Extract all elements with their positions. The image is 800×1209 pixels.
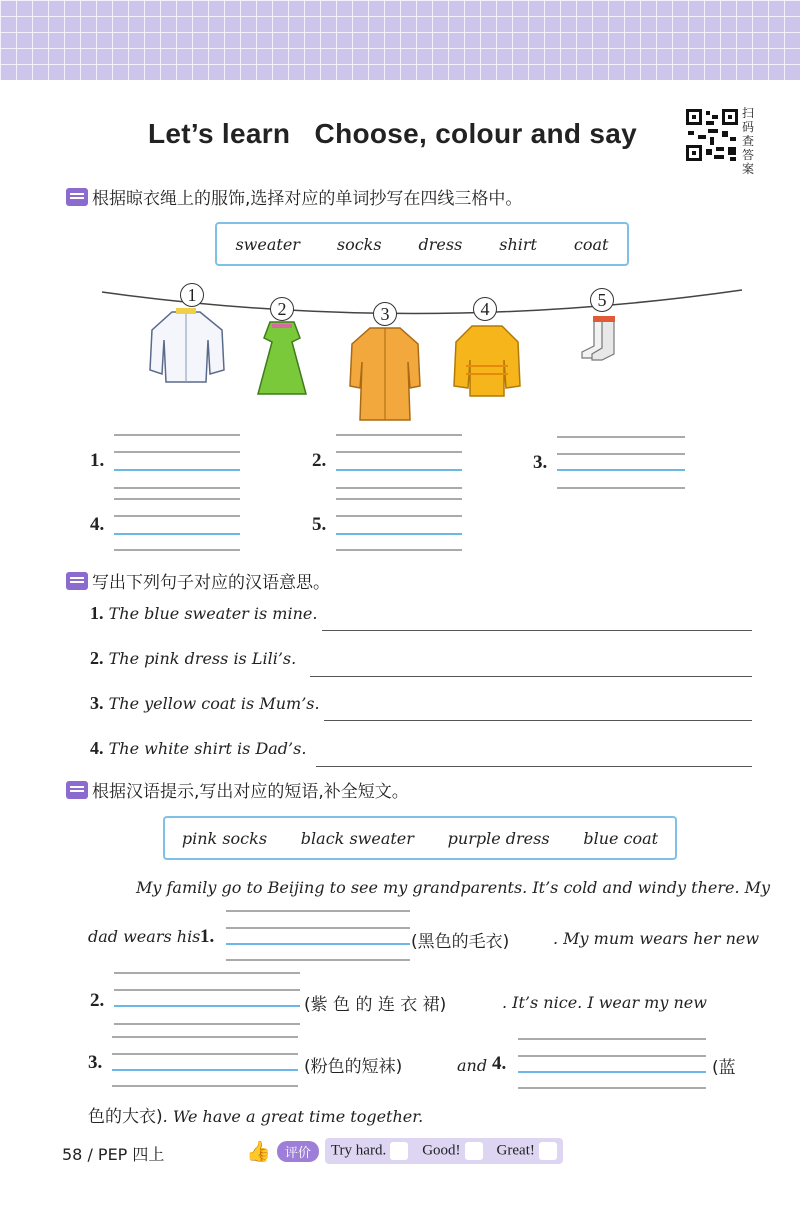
- chinese-hint: (蓝: [712, 1058, 736, 1078]
- picture-number: 4: [473, 297, 497, 321]
- four-line-grid[interactable]: [114, 498, 240, 554]
- page-number: 58 / PEP 四上: [62, 1145, 165, 1164]
- answer-label: 4.: [90, 514, 105, 535]
- sentence-item: 2. The pink dress is Lili’s.: [90, 648, 297, 668]
- phrase-option: black sweater: [300, 828, 414, 848]
- passage-text: dad wears his: [88, 927, 201, 946]
- blank-3-grid[interactable]: [112, 1036, 298, 1090]
- chinese-hint: (粉色的短袜): [304, 1057, 403, 1077]
- four-line-grid[interactable]: [557, 436, 685, 500]
- checkbox[interactable]: [465, 1142, 483, 1160]
- sentence-item: 1. The blue sweater is mine.: [90, 603, 318, 623]
- phrase-option: blue coat: [583, 828, 659, 848]
- answer-label: 2.: [312, 450, 327, 471]
- section-three-icon: [66, 781, 88, 799]
- phrase-option: purple dress: [447, 828, 550, 848]
- passage-text: . It’s nice. I wear my new: [502, 993, 707, 1012]
- checkbox[interactable]: [539, 1142, 557, 1160]
- answer-label: 3.: [533, 452, 548, 473]
- chinese-hint: (黑色的毛衣): [411, 932, 510, 952]
- four-line-grid[interactable]: [336, 498, 462, 554]
- blank-number: 4.: [492, 1053, 507, 1074]
- blank-number: 2.: [90, 990, 105, 1011]
- word-option: dress: [418, 234, 463, 254]
- option-great[interactable]: Great!: [497, 1142, 557, 1160]
- page-title: Let’s learn Choose, colour and say: [148, 118, 638, 149]
- sentence-item: 4. The white shirt is Dad’s.: [90, 738, 307, 758]
- blank-4-grid[interactable]: [518, 1038, 706, 1092]
- word-option: coat: [573, 234, 609, 254]
- qr-caption: 扫 码 查 答 案: [742, 106, 755, 176]
- word-option: shirt: [499, 234, 537, 254]
- translation-line[interactable]: [310, 676, 752, 677]
- translation-line[interactable]: [322, 630, 752, 631]
- coat-picture: [350, 328, 420, 420]
- picture-number: 5: [590, 288, 614, 312]
- self-evaluation: [246, 1138, 563, 1164]
- chinese-hint: (紫 色 的 连 衣 裙): [304, 995, 447, 1015]
- translation-line[interactable]: [316, 766, 752, 767]
- section-one-icon: [66, 188, 88, 206]
- qr-code[interactable]: [684, 107, 740, 163]
- picture-number: 1: [180, 283, 204, 307]
- evaluation-label: 评价: [277, 1141, 319, 1162]
- thumbs-up-icon: 👍: [246, 1139, 271, 1163]
- socks-picture: [582, 316, 615, 360]
- phrase-option: pink socks: [181, 828, 268, 848]
- blank-1-grid[interactable]: [226, 910, 410, 964]
- section-two-icon: [66, 572, 88, 590]
- four-line-grid[interactable]: [336, 434, 462, 498]
- section2-heading: 写出下列句子对应的汉语意思。: [66, 568, 330, 593]
- answer-label: 1.: [90, 450, 105, 471]
- blank-number: 1.: [200, 926, 215, 947]
- four-line-grid[interactable]: [114, 434, 240, 498]
- option-good[interactable]: Good!: [422, 1142, 482, 1160]
- passage-text: . My mum wears her new: [553, 929, 760, 948]
- passage-last-line: 色的大衣). We have a great time together.: [88, 1107, 424, 1127]
- evaluation-options: [325, 1138, 563, 1164]
- blank-number: 3.: [88, 1052, 103, 1073]
- checkbox[interactable]: [390, 1142, 408, 1160]
- option-try-hard[interactable]: Try hard.: [331, 1142, 408, 1160]
- section1-word-box: [215, 222, 629, 266]
- picture-number: 2: [270, 297, 294, 321]
- section3-phrase-box: [163, 816, 677, 860]
- word-option: socks: [336, 234, 382, 254]
- sweater-picture: [454, 326, 520, 396]
- word-option: sweater: [235, 234, 300, 254]
- blank-2-grid[interactable]: [114, 972, 300, 1028]
- section3-heading: 根据汉语提示,写出对应的短语,补全短文。: [66, 777, 409, 802]
- dress-picture: [258, 322, 306, 394]
- passage-line-1: My family go to Beijing to see my grandparents. It’s cold and windy there. My: [136, 878, 771, 897]
- sentence-item: 3. The yellow coat is Mum’s.: [90, 693, 320, 713]
- clothesline-illustration: [0, 270, 800, 425]
- answer-label: 5.: [312, 514, 327, 535]
- section1-heading: 根据晾衣绳上的服饰,选择对应的单词抄写在四线三格中。: [66, 184, 522, 209]
- top-banner: [0, 0, 800, 80]
- picture-number: 3: [373, 302, 397, 326]
- shirt-picture: [150, 308, 224, 382]
- translation-line[interactable]: [324, 720, 752, 721]
- passage-text: and: [457, 1056, 488, 1075]
